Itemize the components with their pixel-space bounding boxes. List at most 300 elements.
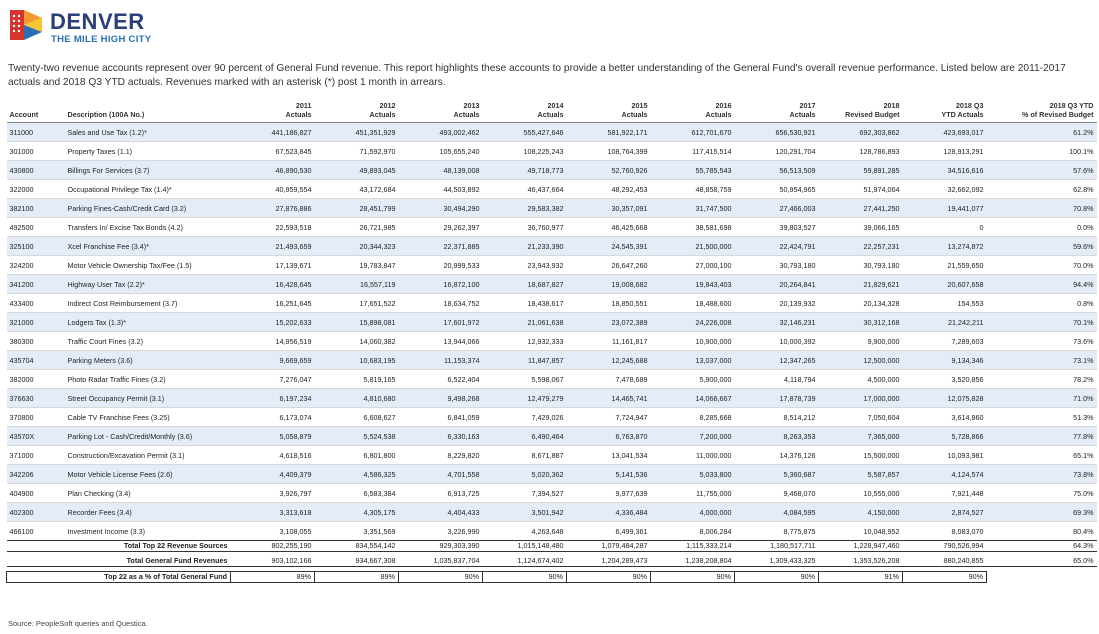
value-cell: 29,262,397 (399, 218, 483, 237)
value-cell: 12,075,828 (903, 389, 987, 408)
table-row (7, 484, 1097, 503)
value-cell: 6,522,404 (399, 370, 483, 389)
table-row (7, 237, 1097, 256)
value-cell: 55,785,543 (651, 161, 735, 180)
value-cell: 5,058,879 (231, 427, 315, 446)
total-value-cell: 90% (399, 572, 483, 583)
value-cell: 7,050,604 (819, 408, 903, 427)
value-cell: 48,858,759 (651, 180, 735, 199)
description-cell: Xcel Franchise Fee (3.4)* (65, 237, 231, 256)
total-value-cell: 1,180,517,711 (735, 541, 819, 552)
value-cell: 27,441,250 (819, 199, 903, 218)
value-cell: 22,257,231 (819, 237, 903, 256)
account-cell: 376630 (7, 389, 65, 408)
value-cell: 21,061,638 (483, 313, 567, 332)
account-cell: 371000 (7, 446, 65, 465)
value-cell: 9,498,268 (399, 389, 483, 408)
account-cell: 43570X (7, 427, 65, 446)
account-cell: 370800 (7, 408, 65, 427)
value-cell: 71.0% (987, 389, 1097, 408)
account-cell: 382100 (7, 199, 65, 218)
value-cell: 21,242,211 (903, 313, 987, 332)
value-cell: 3,614,860 (903, 408, 987, 427)
value-cell: 9,468,070 (735, 484, 819, 503)
value-cell: 15,500,000 (819, 446, 903, 465)
value-cell: 22,424,791 (735, 237, 819, 256)
value-cell: 8,083,070 (903, 522, 987, 541)
description-cell: Parking Lot - Cash/Credit/Monthly (3.6) (65, 427, 231, 446)
total-value-cell: 65.0% (987, 556, 1097, 567)
header-2018-q3-ytd: 2018 Q3 YTD Actuals (903, 99, 987, 123)
account-cell: 324200 (7, 256, 65, 275)
total-value-cell: 90% (483, 572, 567, 583)
value-cell: 423,693,017 (903, 123, 987, 142)
value-cell: 5,587,857 (819, 465, 903, 484)
value-cell: 73.1% (987, 351, 1097, 370)
total-value-cell: 64.3% (987, 541, 1097, 552)
value-cell: 10,683,195 (315, 351, 399, 370)
value-cell: 32,662,092 (903, 180, 987, 199)
value-cell: 9,977,639 (567, 484, 651, 503)
value-cell: 11,153,374 (399, 351, 483, 370)
value-cell: 20,264,841 (735, 275, 819, 294)
value-cell: 70.0% (987, 256, 1097, 275)
description-cell: Billings For Services (3.7) (65, 161, 231, 180)
table-row (7, 503, 1097, 522)
value-cell: 451,351,929 (315, 123, 399, 142)
value-cell: 14,465,741 (567, 389, 651, 408)
value-cell: 21,500,000 (651, 237, 735, 256)
value-cell: 73.6% (987, 332, 1097, 351)
value-cell: 6,913,725 (399, 484, 483, 503)
header-2015: 2015 Actuals (567, 99, 651, 123)
account-cell: 433400 (7, 294, 65, 313)
value-cell: 8,006,284 (651, 522, 735, 541)
value-cell: 5,020,362 (483, 465, 567, 484)
value-cell: 3,351,569 (315, 522, 399, 541)
value-cell: 12,245,688 (567, 351, 651, 370)
value-cell: 7,394,527 (483, 484, 567, 503)
account-cell: 301000 (7, 142, 65, 161)
value-cell: 7,289,603 (903, 332, 987, 351)
value-cell: 22,593,518 (231, 218, 315, 237)
value-cell: 18,488,600 (651, 294, 735, 313)
account-cell: 404900 (7, 484, 65, 503)
value-cell: 18,634,752 (399, 294, 483, 313)
table-row (7, 275, 1097, 294)
value-cell: 70.1% (987, 313, 1097, 332)
value-cell: 73.8% (987, 465, 1097, 484)
value-cell: 0 (903, 218, 987, 237)
value-cell: 56,513,509 (735, 161, 819, 180)
value-cell: 12,500,000 (819, 351, 903, 370)
header-2011: 2011 Actuals (231, 99, 315, 123)
value-cell: 21,829,621 (819, 275, 903, 294)
value-cell: 441,186,827 (231, 123, 315, 142)
value-cell: 11,161,817 (567, 332, 651, 351)
value-cell: 4,500,000 (819, 370, 903, 389)
value-cell: 17,139,671 (231, 256, 315, 275)
description-cell: Motor Vehicle Ownership Tax/Fee (1.5) (65, 256, 231, 275)
description-cell: Street Occupancy Permit (3.1) (65, 389, 231, 408)
value-cell: 8,263,353 (735, 427, 819, 446)
value-cell: 4,336,484 (567, 503, 651, 522)
header-pct-budget: 2018 Q3 YTD % of Revised Budget (987, 99, 1097, 123)
value-cell: 17,651,522 (315, 294, 399, 313)
total-value-cell: 1,079,484,287 (567, 541, 651, 552)
total-value-cell: 834,554,142 (315, 541, 399, 552)
total-value-cell: 880,240,855 (903, 556, 987, 567)
value-cell: 65.1% (987, 446, 1097, 465)
value-cell: 10,000,392 (735, 332, 819, 351)
value-cell: 49,718,773 (483, 161, 567, 180)
description-cell: Cable TV Franchise Fees (3.25) (65, 408, 231, 427)
value-cell: 13,041,534 (567, 446, 651, 465)
total-value-cell: 91% (819, 572, 903, 583)
value-cell: 61.2% (987, 123, 1097, 142)
value-cell: 23,072,389 (567, 313, 651, 332)
value-cell: 0.0% (987, 218, 1097, 237)
total-value-cell: 89% (231, 572, 315, 583)
description-cell: Sales and Use Tax (1.2)* (65, 123, 231, 142)
value-cell: 6,499,361 (567, 522, 651, 541)
value-cell: 26,647,260 (567, 256, 651, 275)
value-cell: 10,048,952 (819, 522, 903, 541)
value-cell: 16,428,645 (231, 275, 315, 294)
value-cell: 30,793,180 (735, 256, 819, 275)
value-cell: 5,900,000 (651, 370, 735, 389)
value-cell: 18,687,827 (483, 275, 567, 294)
value-cell: 5,819,165 (315, 370, 399, 389)
denver-sun-icon (8, 6, 44, 44)
description-cell: Parking Meters (3.6) (65, 351, 231, 370)
value-cell: 108,764,399 (567, 142, 651, 161)
value-cell: 9,900,000 (819, 332, 903, 351)
value-cell: 692,303,862 (819, 123, 903, 142)
description-cell: Transfers In/ Excise Tax Bonds (4.2) (65, 218, 231, 237)
total-value-cell: 89% (315, 572, 399, 583)
value-cell: 48,292,453 (567, 180, 651, 199)
value-cell: 30,357,091 (567, 199, 651, 218)
account-cell: 311000 (7, 123, 65, 142)
description-cell: Traffic Court Fines (3.2) (65, 332, 231, 351)
value-cell: 612,701,670 (651, 123, 735, 142)
value-cell: 3,501,942 (483, 503, 567, 522)
value-cell: 8,229,820 (399, 446, 483, 465)
table-row (7, 389, 1097, 408)
value-cell: 8,775,875 (735, 522, 819, 541)
total-value-cell: 1,309,433,325 (735, 556, 819, 567)
value-cell: 5,728,866 (903, 427, 987, 446)
value-cell: 94.4% (987, 275, 1097, 294)
value-cell: 21,559,650 (903, 256, 987, 275)
value-cell: 36,760,977 (483, 218, 567, 237)
description-cell: Recorder Fees (3.4) (65, 503, 231, 522)
description-cell: Investment Income (3.3) (65, 522, 231, 541)
value-cell: 120,291,704 (735, 142, 819, 161)
value-cell: 7,200,000 (651, 427, 735, 446)
value-cell: 67,523,845 (231, 142, 315, 161)
total-value-cell (987, 572, 1097, 583)
value-cell: 5,524,538 (315, 427, 399, 446)
table-row (7, 294, 1097, 313)
value-cell: 77.8% (987, 427, 1097, 446)
value-cell: 4,118,794 (735, 370, 819, 389)
value-cell: 20,344,323 (315, 237, 399, 256)
value-cell: 581,922,171 (567, 123, 651, 142)
value-cell: 117,415,514 (651, 142, 735, 161)
account-cell: 321000 (7, 313, 65, 332)
value-cell: 20,139,932 (735, 294, 819, 313)
value-cell: 39,066,165 (819, 218, 903, 237)
total-value-cell: 1,115,333,214 (651, 541, 735, 552)
value-cell: 20,607,658 (903, 275, 987, 294)
total-value-cell: 90% (735, 572, 819, 583)
value-cell: 59.6% (987, 237, 1097, 256)
header-row (7, 99, 1097, 123)
value-cell: 4,150,000 (819, 503, 903, 522)
value-cell: 11,755,000 (651, 484, 735, 503)
value-cell: 70.8% (987, 199, 1097, 218)
value-cell: 16,251,645 (231, 294, 315, 313)
total-value-cell: 790,526,994 (903, 541, 987, 552)
table-row (7, 199, 1097, 218)
value-cell: 11,847,857 (483, 351, 567, 370)
total-row (7, 556, 1097, 567)
description-cell: Lodgers Tax (1.3)* (65, 313, 231, 332)
value-cell: 52,760,926 (567, 161, 651, 180)
value-cell: 80.4% (987, 522, 1097, 541)
value-cell: 108,225,243 (483, 142, 567, 161)
total-value-cell: 802,255,190 (231, 541, 315, 552)
header-2012: 2012 Actuals (315, 99, 399, 123)
value-cell: 28,451,799 (315, 199, 399, 218)
value-cell: 21,493,659 (231, 237, 315, 256)
value-cell: 20,999,533 (399, 256, 483, 275)
header-account: Account (7, 99, 65, 123)
value-cell: 7,478,689 (567, 370, 651, 389)
table-row (7, 465, 1097, 484)
account-cell: 342206 (7, 465, 65, 484)
value-cell: 100.1% (987, 142, 1097, 161)
total-value-cell: 929,303,390 (399, 541, 483, 552)
total-label: Top 22 as a % of Total General Fund (7, 572, 231, 583)
value-cell: 5,141,536 (567, 465, 651, 484)
logo-name: DENVER (50, 9, 145, 34)
value-cell: 10,900,000 (651, 332, 735, 351)
total-label: Total General Fund Revenues (7, 556, 231, 567)
value-cell: 11,000,000 (651, 446, 735, 465)
value-cell: 14,956,519 (231, 332, 315, 351)
value-cell: 19,008,682 (567, 275, 651, 294)
value-cell: 4,618,516 (231, 446, 315, 465)
value-cell: 6,608,627 (315, 408, 399, 427)
value-cell: 16,557,119 (315, 275, 399, 294)
value-cell: 57.6% (987, 161, 1097, 180)
value-cell: 59,891,285 (819, 161, 903, 180)
value-cell: 128,786,893 (819, 142, 903, 161)
value-cell: 6,173,074 (231, 408, 315, 427)
value-cell: 46,437,664 (483, 180, 567, 199)
revenue-table (6, 99, 1097, 583)
value-cell: 12,347,265 (735, 351, 819, 370)
total-row (7, 541, 1097, 552)
value-cell: 4,000,000 (651, 503, 735, 522)
total-value-cell: 90% (903, 572, 987, 583)
value-cell: 29,583,382 (483, 199, 567, 218)
value-cell: 15,898,081 (315, 313, 399, 332)
value-cell: 43,172,684 (315, 180, 399, 199)
value-cell: 3,926,797 (231, 484, 315, 503)
value-cell: 6,490,464 (483, 427, 567, 446)
value-cell: 49,893,045 (315, 161, 399, 180)
value-cell: 5,033,800 (651, 465, 735, 484)
table-row (7, 123, 1097, 142)
description-cell: Property Taxes (1.1) (65, 142, 231, 161)
table-row (7, 218, 1097, 237)
value-cell: 21,233,390 (483, 237, 567, 256)
value-cell: 17,601,972 (399, 313, 483, 332)
value-cell: 19,783,847 (315, 256, 399, 275)
value-cell: 3,520,856 (903, 370, 987, 389)
header-2017: 2017 Actuals (735, 99, 819, 123)
description-cell: Motor Vehicle License Fees (2.6) (65, 465, 231, 484)
description-cell: Parking Fines-Cash/Credit Card (3.2) (65, 199, 231, 218)
value-cell: 34,516,616 (903, 161, 987, 180)
value-cell: 555,427,646 (483, 123, 567, 142)
value-cell: 6,330,163 (399, 427, 483, 446)
value-cell: 14,060,382 (315, 332, 399, 351)
value-cell: 17,878,739 (735, 389, 819, 408)
value-cell: 23,943,932 (483, 256, 567, 275)
value-cell: 3,226,990 (399, 522, 483, 541)
description-cell: Highway User Tax (2.2)* (65, 275, 231, 294)
value-cell: 22,371,885 (399, 237, 483, 256)
description-cell: Indirect Cost Reimbursement (3.7) (65, 294, 231, 313)
value-cell: 10,093,981 (903, 446, 987, 465)
total-row (7, 572, 1097, 583)
value-cell: 17,000,000 (819, 389, 903, 408)
table-row (7, 256, 1097, 275)
value-cell: 4,263,648 (483, 522, 567, 541)
account-cell: 325100 (7, 237, 65, 256)
value-cell: 8,514,212 (735, 408, 819, 427)
value-cell: 4,810,680 (315, 389, 399, 408)
value-cell: 12,932,333 (483, 332, 567, 351)
value-cell: 6,763,870 (567, 427, 651, 446)
total-value-cell: 1,204,289,473 (567, 556, 651, 567)
value-cell: 78.2% (987, 370, 1097, 389)
total-value-cell: 903,102,166 (231, 556, 315, 567)
value-cell: 46,890,530 (231, 161, 315, 180)
value-cell: 13,944,066 (399, 332, 483, 351)
table-row (7, 180, 1097, 199)
account-cell: 430800 (7, 161, 65, 180)
value-cell: 6,583,384 (315, 484, 399, 503)
logo-tagline: THE MILE HIGH CITY (51, 34, 152, 45)
value-cell: 50,954,965 (735, 180, 819, 199)
value-cell: 4,701,558 (399, 465, 483, 484)
value-cell: 51,974,064 (819, 180, 903, 199)
value-cell: 105,655,240 (399, 142, 483, 161)
value-cell: 39,803,527 (735, 218, 819, 237)
value-cell: 18,850,551 (567, 294, 651, 313)
description-cell: Construction/Excavation Permit (3.1) (65, 446, 231, 465)
header-2018-budget: 2018 Revised Budget (819, 99, 903, 123)
value-cell: 51.3% (987, 408, 1097, 427)
value-cell: 19,843,403 (651, 275, 735, 294)
value-cell: 44,503,892 (399, 180, 483, 199)
table-row (7, 446, 1097, 465)
value-cell: 6,801,800 (315, 446, 399, 465)
value-cell: 31,747,500 (651, 199, 735, 218)
total-value-cell: 1,035,837,704 (399, 556, 483, 567)
value-cell: 6,841,059 (399, 408, 483, 427)
account-cell: 380300 (7, 332, 65, 351)
value-cell: 14,376,126 (735, 446, 819, 465)
value-cell: 7,365,000 (819, 427, 903, 446)
value-cell: 154,553 (903, 294, 987, 313)
account-cell: 435704 (7, 351, 65, 370)
value-cell: 4,409,379 (231, 465, 315, 484)
value-cell: 13,037,000 (651, 351, 735, 370)
value-cell: 4,084,595 (735, 503, 819, 522)
value-cell: 493,002,462 (399, 123, 483, 142)
total-label: Total Top 22 Revenue Sources (7, 541, 231, 552)
value-cell: 30,793,180 (819, 256, 903, 275)
total-value-cell: 1,015,148,480 (483, 541, 567, 552)
table-row (7, 332, 1097, 351)
value-cell: 48,139,008 (399, 161, 483, 180)
value-cell: 4,404,433 (399, 503, 483, 522)
value-cell: 5,360,687 (735, 465, 819, 484)
total-value-cell: 1,238,208,804 (651, 556, 735, 567)
source-note: Source: PeopleSoft queries and Questica. (8, 619, 148, 628)
value-cell: 69.3% (987, 503, 1097, 522)
value-cell: 656,530,921 (735, 123, 819, 142)
table-row (7, 522, 1097, 541)
value-cell: 7,429,026 (483, 408, 567, 427)
description-cell: Plan Checking (3.4) (65, 484, 231, 503)
value-cell: 40,959,554 (231, 180, 315, 199)
value-cell: 26,721,985 (315, 218, 399, 237)
value-cell: 3,108,055 (231, 522, 315, 541)
description-cell: Occupational Privilege Tax (1.4)* (65, 180, 231, 199)
value-cell: 27,000,100 (651, 256, 735, 275)
description-cell: Photo Radar Traffic Fines (3.2) (65, 370, 231, 389)
value-cell: 18,438,617 (483, 294, 567, 313)
value-cell: 46,425,668 (567, 218, 651, 237)
total-value-cell: 1,228,947,460 (819, 541, 903, 552)
account-cell: 341200 (7, 275, 65, 294)
value-cell: 30,312,168 (819, 313, 903, 332)
value-cell: 7,276,047 (231, 370, 315, 389)
value-cell: 4,124,574 (903, 465, 987, 484)
value-cell: 8,285,668 (651, 408, 735, 427)
intro-paragraph: Twenty-two revenue accounts represent over 90 percent of General Fund revenue. This report highlights these accounts to provide a better understanding of the General Fund's overall revenue performance. Listed below are 2011-2017 actuals and 2018 Q3 YTD actuals. Revenues marked with an asterisk (*) post 1 month in arrears. (8, 63, 1066, 88)
header-2016: 2016 Actuals (651, 99, 735, 123)
value-cell: 6,197,234 (231, 389, 315, 408)
value-cell: 4,305,175 (315, 503, 399, 522)
value-cell: 32,146,231 (735, 313, 819, 332)
denver-logo (8, 6, 208, 46)
header-description: Description (100A No.) (65, 99, 231, 123)
value-cell: 15,202,633 (231, 313, 315, 332)
header-2014: 2014 Actuals (483, 99, 567, 123)
total-value-cell: 90% (567, 572, 651, 583)
table-row (7, 370, 1097, 389)
value-cell: 7,921,448 (903, 484, 987, 503)
